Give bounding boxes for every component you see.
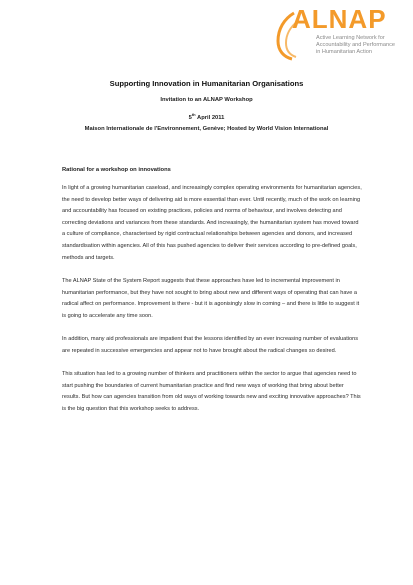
section-heading: Rational for a workshop on innovations [62, 167, 171, 173]
paragraph: In addition, many aid professionals are impatient that the lessons identified by an ever increasing number of evaluations are repeated in successive emergencies and appear not to have brought about the radical changes so desired. [62, 336, 359, 354]
logo-tagline-line: Active Learning Network for [316, 35, 385, 41]
body-text [62, 183, 362, 427]
logo-tagline-line: Accountability and Performance [316, 41, 395, 48]
date-rest: April 2011 [195, 115, 225, 121]
paragraph: This situation has led to a growing number of thinkers and practitioners within the sector to argue that agencies need to start pushing the boundaries of current humanitarian practice and find new ways of working that bring about better results. But how can agencies transition from old ways of working towards new and exciting innovative approaches? This is the big question that this workshop seeks to address. [62, 371, 361, 412]
logo-wordmark: ALNAP [292, 4, 387, 34]
alnap-logo [272, 6, 398, 66]
paragraph: The ALNAP State of the System Report suggests that these approaches have led to incremental improvement in humanitarian performance, but they have not sought to bring about new and different ways of operating that can have a radical affect on performance. Improvement is there - but it is agonisingly slow in coming – and there is little to suggest it is going to accelerate any time soon. [62, 277, 360, 319]
workshop-date [0, 112, 413, 121]
document-subtitle: Invitation to an ALNAP Workshop [160, 97, 253, 103]
paragraph: In light of a growing humanitarian caseload, and increasingly complex operating environments for humanitarian agencies, the need to develop better ways of delivering aid is more essential than ever. Until recently, much of the work on learning and accountability has focused on existing practices, policies and norms of behaviour, and involves detecting and correcting deviations and variances from these standards. And increasingly, the humanitarian system has moved toward a culture of compliance, characterised by rigid contractual relationships between agencies and donors, and increased standardisation within agencies. All of this has pushed agencies to deliver their services according to pre-defined goals, methods and targets. [62, 185, 362, 261]
logo-tagline [316, 35, 400, 55]
date-day: 5 [188, 115, 192, 121]
document-title: Supporting Innovation in Humanitarian Organisations [109, 79, 304, 88]
logo-tagline-line: in Humanitarian Action [316, 48, 372, 55]
workshop-venue: Maison Internationale de l'Environnement, Genève; Hosted by World Vision International [84, 126, 329, 132]
date-suffix: th [191, 112, 196, 117]
